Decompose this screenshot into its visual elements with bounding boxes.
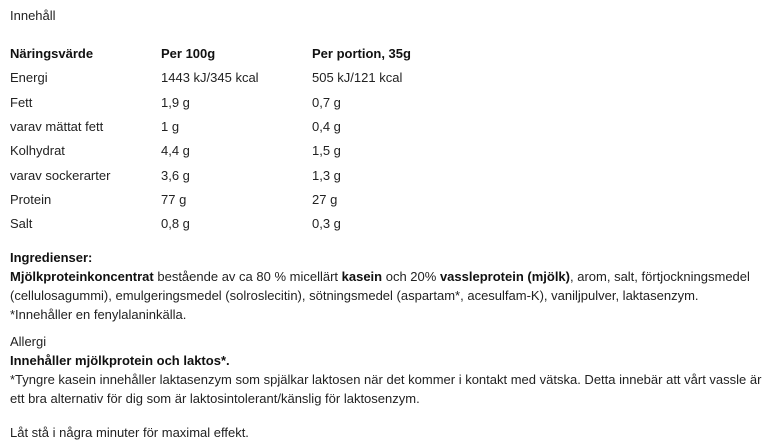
nutrient-name: Fett	[10, 94, 33, 110]
ingredient-highlight: Mjölkproteinkoncentrat	[10, 269, 154, 284]
nutrient-name: Salt	[10, 216, 33, 232]
value-per-portion: 0,7 g	[312, 94, 341, 110]
value-per-portion: 505 kJ/121 kcal	[312, 70, 403, 86]
nutrition-header-row	[10, 42, 512, 66]
ingredients-text-part: och 20%	[382, 269, 440, 284]
ingredients-text-part: bestående av ca 80 % micellärt	[153, 269, 342, 284]
table-row	[10, 139, 512, 163]
value-per-100g: 1 g	[161, 119, 180, 135]
value-per-portion: 0,3 g	[312, 216, 341, 232]
table-row	[10, 66, 512, 90]
ingredient-highlight: kasein	[341, 269, 383, 284]
ingredients-text-part: , arom, salt, förtjockningsmedel (cellulosagummi), emulgeringsmedel (solroslecitin), sötningsmedel (aspartam*, acesulfam-K), vaniljpulver, laktasenzym. *Innehåller en fenylalaninkälla.	[10, 269, 750, 322]
nutrient-name: varav sockerarter	[10, 167, 111, 183]
table-row	[10, 188, 512, 212]
value-per-100g: 1443 kJ/345 kcal	[161, 70, 259, 86]
nutrient-name: Protein	[10, 191, 52, 207]
value-per-portion: 1,3 g	[312, 167, 341, 183]
value-per-100g: 3,6 g	[161, 167, 190, 183]
header-per-portion: Per portion, 35g	[312, 46, 411, 62]
value-per-100g: 4,4 g	[161, 143, 190, 159]
allergy-note: *Tyngre kasein innehåller laktasenzym som spjälkar laktosen när det kommer i kontakt med vätska. Detta innebär att vårt vassle är ett bra alternativ för dig som är laktosintolerant/känslig för laktosenzym.	[10, 372, 762, 406]
header-per-100g: Per 100g	[161, 46, 216, 62]
table-row	[10, 163, 512, 187]
value-per-portion: 27 g	[312, 191, 338, 207]
allergy-statement-suffix: *.	[220, 353, 230, 368]
value-per-100g: 1,9 g	[161, 94, 190, 110]
nutrient-name: Energi	[10, 70, 48, 86]
allergy-statement	[10, 351, 762, 370]
ingredient-highlight: vassleprotein (mjölk)	[439, 269, 570, 284]
header-nutrient: Näringsvärde	[10, 46, 94, 62]
nutrient-name: varav mättat fett	[10, 119, 104, 135]
allergy-section	[10, 332, 762, 408]
section-title: Innehåll	[10, 8, 56, 23]
allergy-statement-text: Innehåller mjölkprotein och laktos	[10, 353, 221, 368]
ingredients-text	[10, 267, 762, 324]
ingredients-section	[10, 248, 762, 324]
value-per-100g: 0,8 g	[161, 216, 190, 232]
table-row	[10, 91, 512, 115]
value-per-portion: 0,4 g	[312, 119, 341, 135]
nutrition-table	[10, 42, 512, 236]
nutrient-name: Kolhydrat	[10, 143, 65, 159]
usage-tip: Låt stå i några minuter för maximal effekt.	[10, 425, 249, 440]
allergy-title: Allergi	[10, 334, 47, 349]
table-row	[10, 212, 512, 236]
value-per-100g: 77 g	[161, 191, 187, 207]
ingredients-title: Ingredienser:	[10, 250, 93, 265]
table-row	[10, 115, 512, 139]
value-per-portion: 1,5 g	[312, 143, 341, 159]
